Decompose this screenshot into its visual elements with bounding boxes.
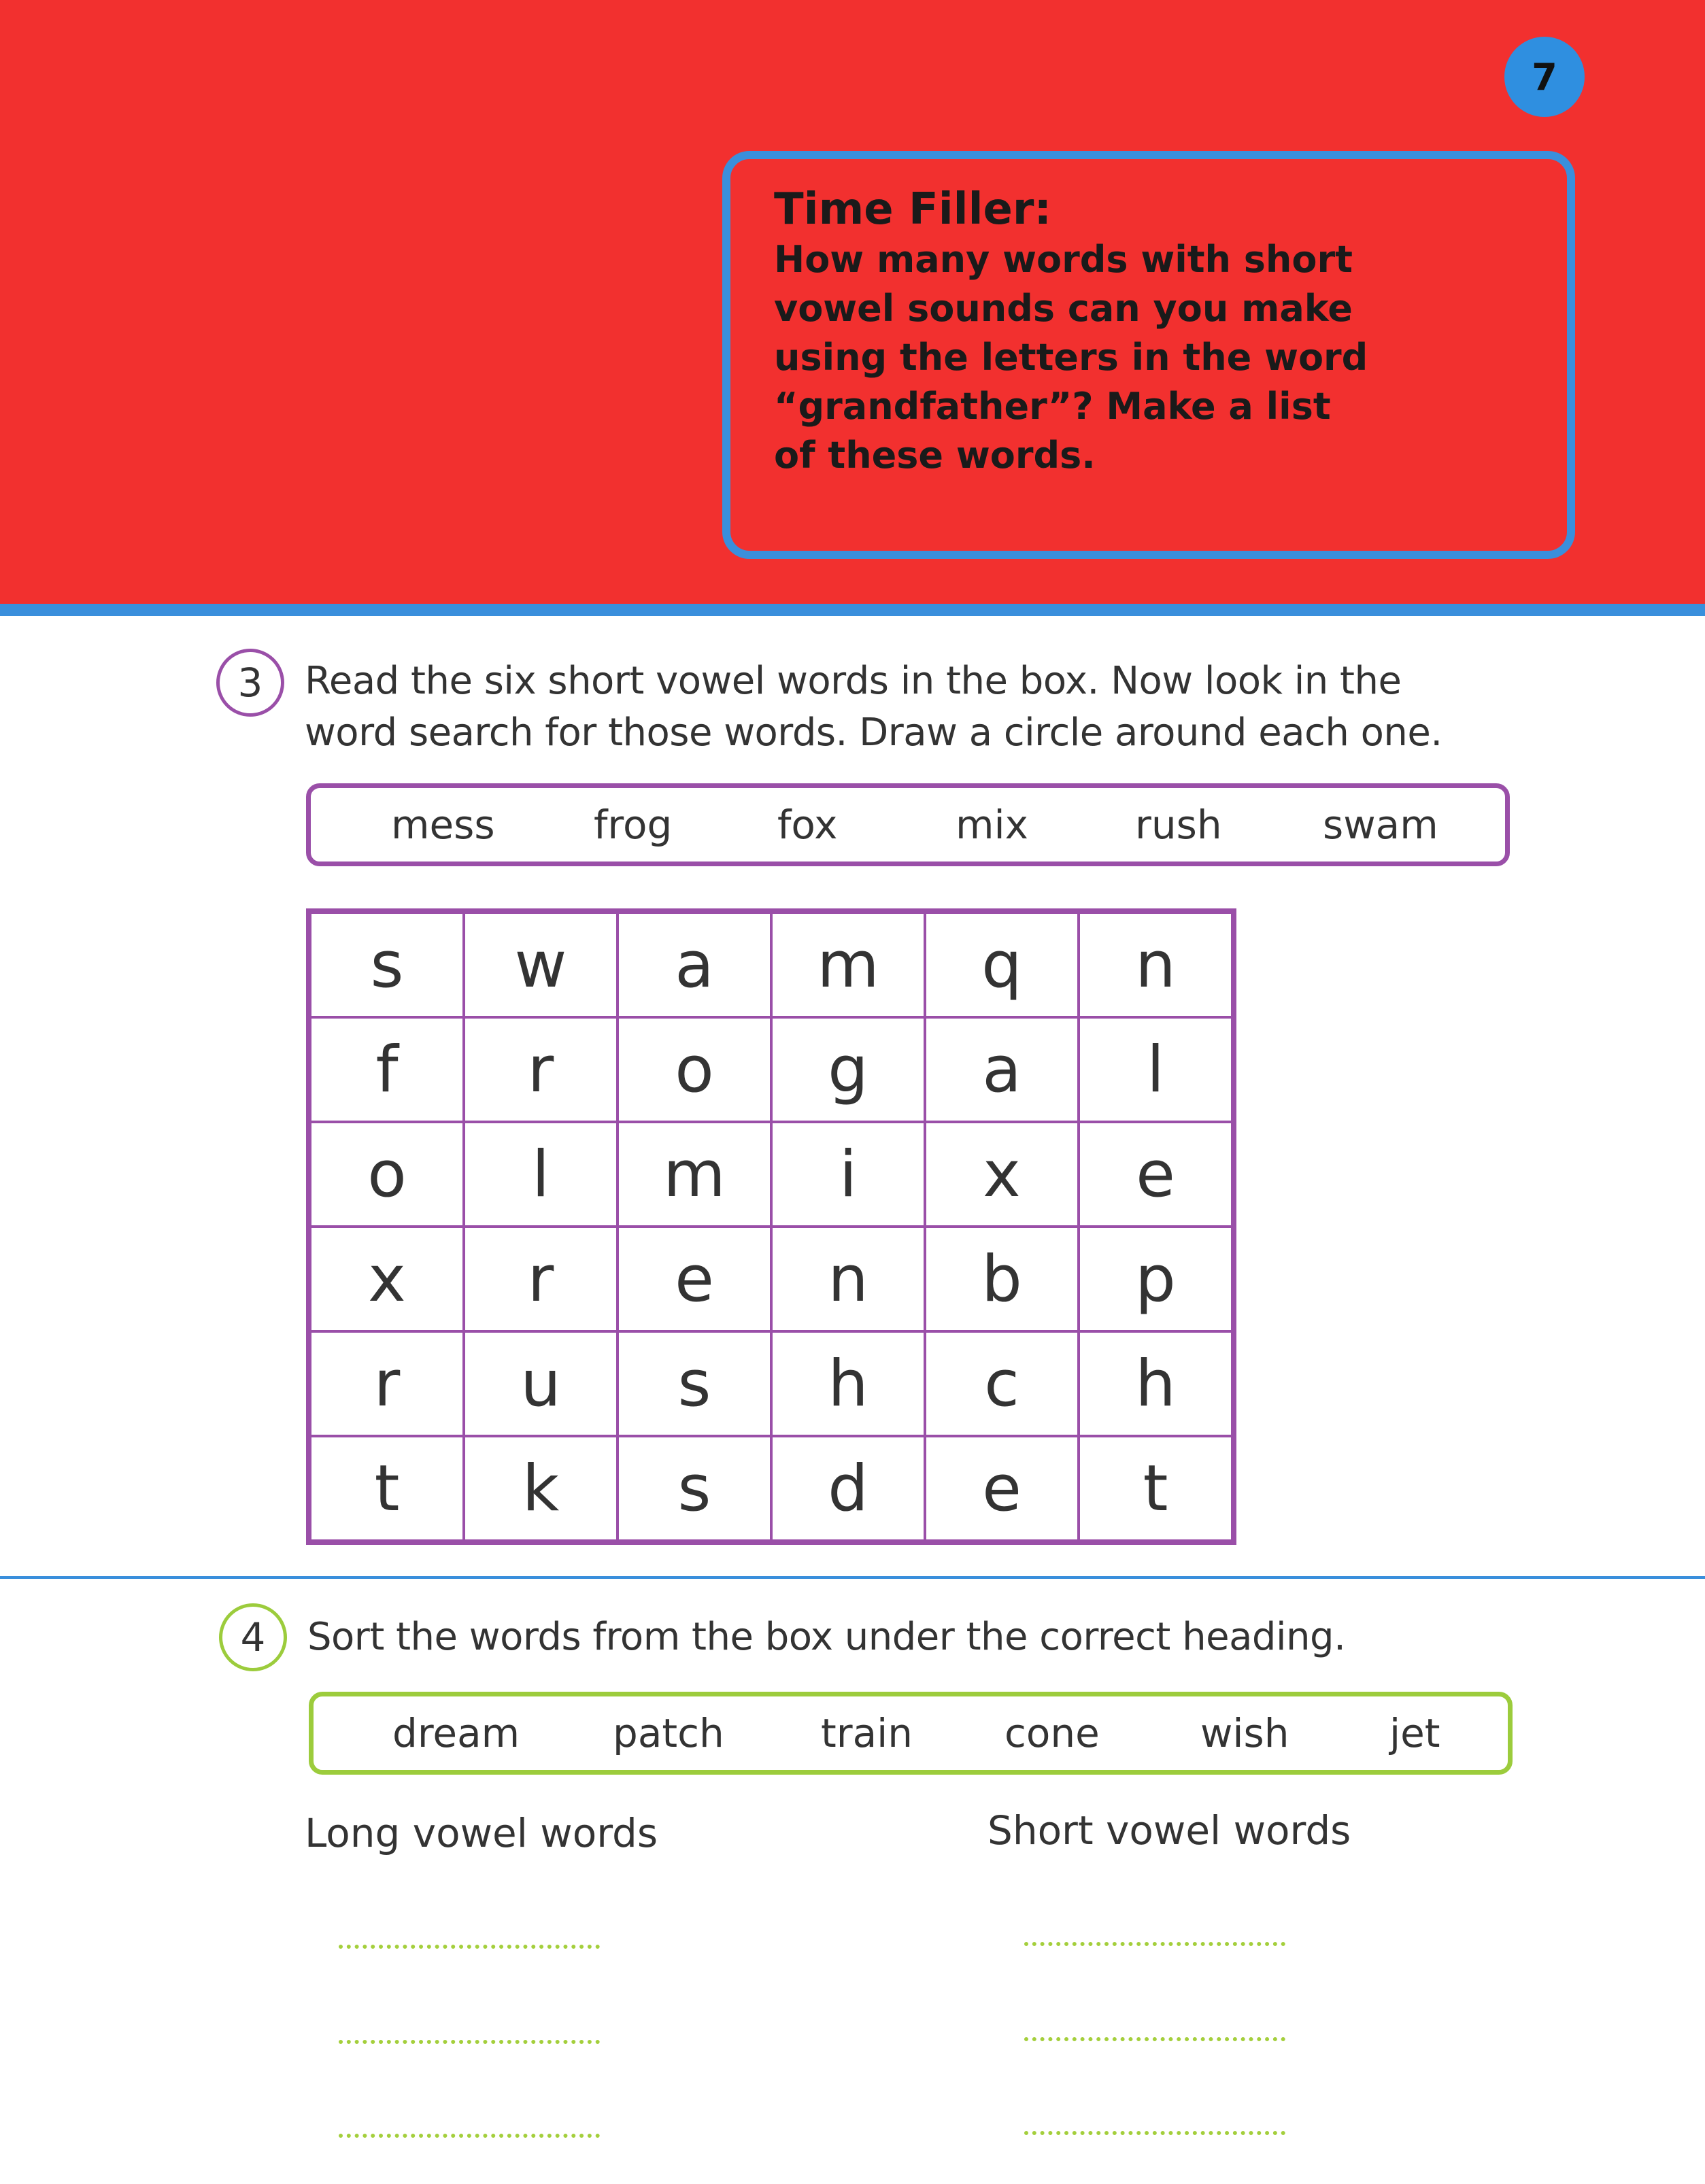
short-vowel-answer-line[interactable] [1024, 2037, 1285, 2041]
word-box-item: jet [1389, 1710, 1440, 1756]
header-divider [0, 604, 1705, 616]
grid-row [309, 1436, 1234, 1542]
time-filler-line: How many words with short [774, 238, 1353, 281]
grid-letter[interactable]: x [925, 1122, 1079, 1227]
word-box-item: swam [1323, 802, 1438, 848]
grid-letter[interactable]: o [309, 1122, 464, 1227]
grid-letter[interactable]: t [309, 1436, 464, 1542]
long-vowel-answer-line[interactable] [339, 2040, 600, 2044]
time-filler-line: vowel sounds can you make [774, 287, 1353, 330]
exercise-4-word-box [309, 1692, 1513, 1775]
grid-letter[interactable]: h [771, 1331, 925, 1436]
time-filler-line: “grandfather”? Make a list [774, 385, 1331, 428]
word-box-item: fox [777, 802, 838, 848]
time-filler-line: using the letters in the word [774, 336, 1368, 379]
grid-letter[interactable]: p [1079, 1227, 1234, 1331]
grid-letter[interactable]: d [771, 1436, 925, 1542]
grid-letter[interactable]: e [1079, 1122, 1234, 1227]
grid-letter[interactable]: e [925, 1436, 1079, 1542]
short-vowel-answer-line[interactable] [1024, 1942, 1285, 1946]
exercise-4-instruction: Sort the words from the box under the correct heading. [307, 1615, 1346, 1659]
grid-letter[interactable]: b [925, 1227, 1079, 1331]
word-box-item: rush [1135, 802, 1222, 848]
grid-letter[interactable]: u [464, 1331, 618, 1436]
exercise-3-number: 3 [216, 649, 284, 717]
page-number-badge: 7 [1504, 37, 1585, 117]
short-vowel-heading: Short vowel words [987, 1807, 1351, 1854]
exercise-4-number: 4 [219, 1603, 287, 1671]
exercise-3-word-box [306, 783, 1510, 866]
word-box-item: wish [1200, 1710, 1289, 1756]
time-filler-title: Time Filler: [774, 184, 1052, 235]
word-box-item: patch [613, 1710, 724, 1756]
grid-letter[interactable]: k [464, 1436, 618, 1542]
grid-row [309, 911, 1234, 1017]
grid-letter[interactable]: l [1079, 1017, 1234, 1122]
grid-letter[interactable]: s [618, 1331, 771, 1436]
word-box-item: train [821, 1710, 913, 1756]
grid-letter[interactable]: h [1079, 1331, 1234, 1436]
grid-letter[interactable]: f [309, 1017, 464, 1122]
grid-row [309, 1017, 1234, 1122]
grid-letter[interactable]: r [464, 1227, 618, 1331]
grid-letter[interactable]: n [771, 1227, 925, 1331]
grid-letter[interactable]: s [618, 1436, 771, 1542]
grid-letter[interactable]: e [618, 1227, 771, 1331]
time-filler-box [722, 151, 1575, 559]
grid-row [309, 1227, 1234, 1331]
word-box-item: cone [1005, 1710, 1100, 1756]
exercise-3-instruction-line: word search for those words. Draw a circle around each one. [305, 711, 1442, 755]
word-search-grid [306, 908, 1236, 1545]
word-box-item: mix [956, 802, 1028, 848]
word-box-item: mess [391, 802, 495, 848]
long-vowel-answer-line[interactable] [339, 2134, 600, 2138]
short-vowel-answer-line[interactable] [1024, 2131, 1285, 2135]
grid-letter[interactable]: o [618, 1017, 771, 1122]
grid-letter[interactable]: c [925, 1331, 1079, 1436]
long-vowel-answer-line[interactable] [339, 1945, 600, 1949]
long-vowel-heading: Long vowel words [305, 1810, 658, 1856]
section-divider [0, 1576, 1705, 1579]
grid-letter[interactable]: q [925, 911, 1079, 1017]
grid-letter[interactable]: l [464, 1122, 618, 1227]
grid-letter[interactable]: a [925, 1017, 1079, 1122]
grid-row [309, 1122, 1234, 1227]
grid-letter[interactable]: r [464, 1017, 618, 1122]
grid-letter[interactable]: m [618, 1122, 771, 1227]
grid-row [309, 1331, 1234, 1436]
grid-letter[interactable]: m [771, 911, 925, 1017]
grid-letter[interactable]: s [309, 911, 464, 1017]
grid-letter[interactable]: g [771, 1017, 925, 1122]
grid-letter[interactable]: a [618, 911, 771, 1017]
grid-letter[interactable]: t [1079, 1436, 1234, 1542]
grid-letter[interactable]: w [464, 911, 618, 1017]
grid-letter[interactable]: i [771, 1122, 925, 1227]
word-box-item: dream [392, 1710, 520, 1756]
word-box-item: frog [594, 802, 673, 848]
grid-letter[interactable]: x [309, 1227, 464, 1331]
exercise-3-instruction-line: Read the six short vowel words in the box. Now look in the [305, 659, 1402, 703]
grid-letter[interactable]: n [1079, 911, 1234, 1017]
time-filler-line: of these words. [774, 434, 1096, 477]
grid-letter[interactable]: r [309, 1331, 464, 1436]
